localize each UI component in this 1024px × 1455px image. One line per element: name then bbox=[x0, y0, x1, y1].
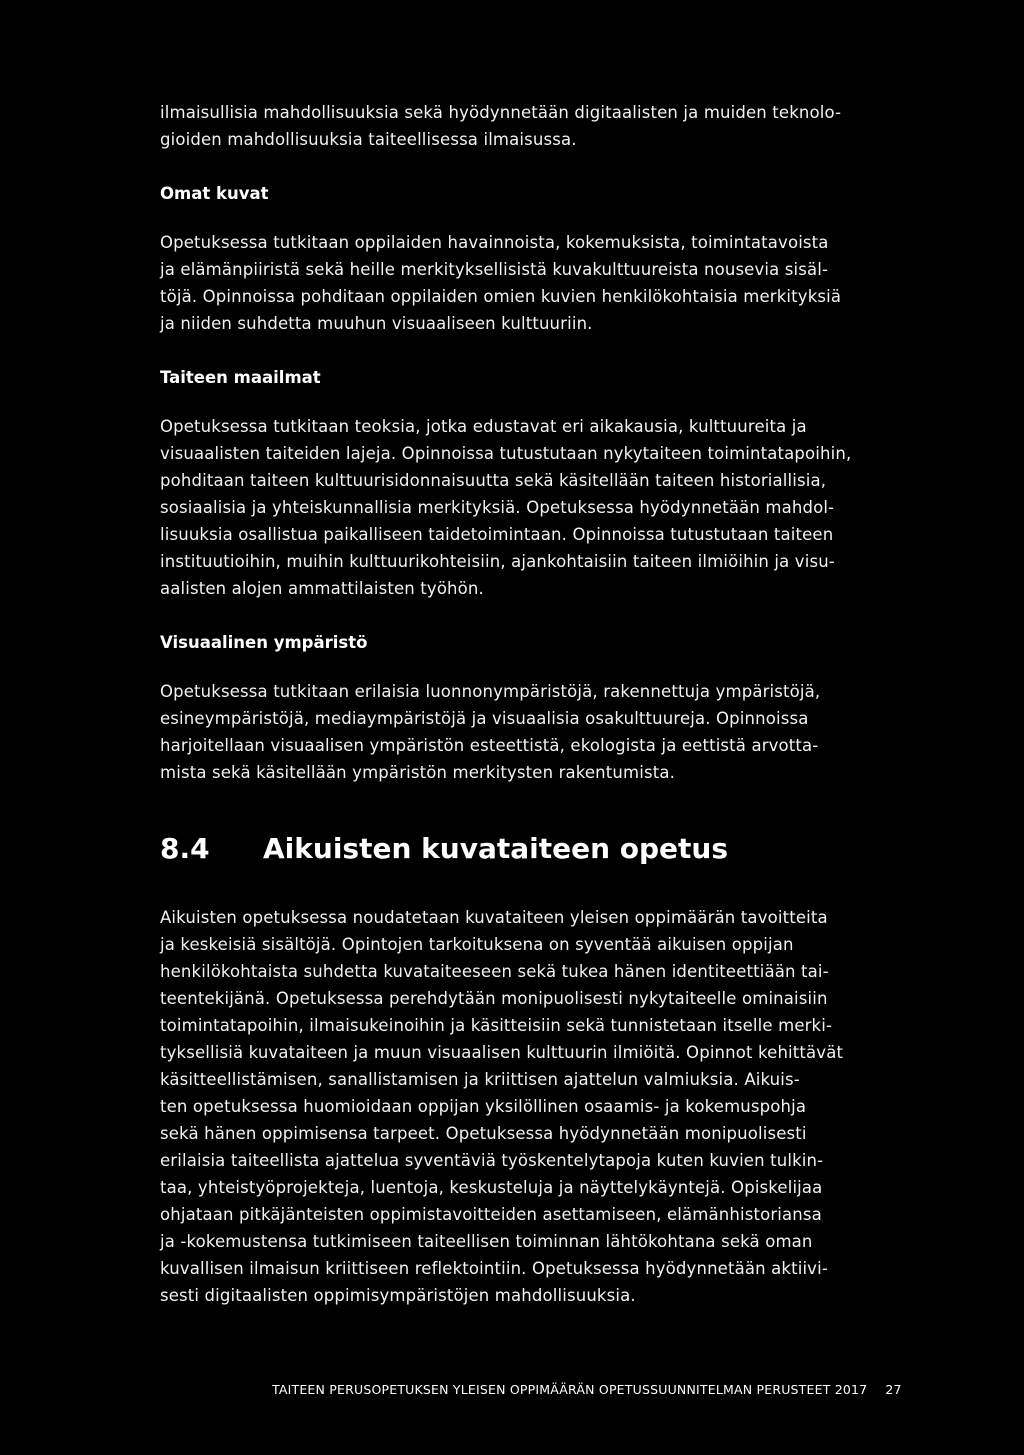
text-line: ja elämänpiiristä sekä heille merkityksellisistä kuvakulttuureista nousevia sisäl- bbox=[160, 260, 829, 279]
text-line: tyksellisiä kuvataiteen ja muun visuaalisen kulttuurin ilmiöitä. Opinnot kehittävät bbox=[160, 1043, 844, 1062]
text-line: kuvallisen ilmaisun kriittiseen reflektointiin. Opetuksessa hyödynnetään aktiivi- bbox=[160, 1259, 828, 1278]
intro-paragraph bbox=[160, 99, 900, 153]
text-line: toimintatapoihin, ilmaisukeinoihin ja käsitteisiin sekä tunnistetaan itselle merki- bbox=[160, 1016, 833, 1035]
text-line: sekä hänen oppimisensa tarpeet. Opetuksessa hyödynnetään monipuolisesti bbox=[160, 1124, 807, 1143]
text-line: henkilökohtaista suhdetta kuvataiteeseen sekä tukea hänen identiteettiään tai- bbox=[160, 962, 829, 981]
text-line: lisuuksia osallistua paikalliseen taidetoimintaan. Opinnoissa tutustutaan taiteen bbox=[160, 525, 834, 544]
text-line: ja niiden suhdetta muuhun visuaaliseen kulttuuriin. bbox=[160, 314, 593, 333]
paragraph-taiteen-maailmat bbox=[160, 413, 900, 602]
text-line: ja keskeisiä sisältöjä. Opintojen tarkoituksena on syventää aikuisen oppijan bbox=[160, 935, 794, 954]
text-line: sesti digitaalisten oppimisympäristöjen mahdollisuuksia. bbox=[160, 1286, 636, 1305]
chapter-number: 8.4 bbox=[160, 832, 210, 865]
text-line: ilmaisullisia mahdollisuuksia sekä hyödynnetään digitaalisten ja muiden teknolo- bbox=[160, 103, 842, 122]
paragraph-omat-kuvat bbox=[160, 229, 900, 337]
text-line: aalisten alojen ammattilaisten työhön. bbox=[160, 579, 484, 598]
page-number: 27 bbox=[885, 1382, 902, 1397]
heading-taiteen-maailmat: Taiteen maailmat bbox=[160, 368, 321, 387]
chapter-title-text: Aikuisten kuvataiteen opetus bbox=[263, 832, 729, 865]
text-line: taa, yhteistyöprojekteja, luentoja, keskusteluja ja näyttelykäyntejä. Opiskelijaa bbox=[160, 1178, 823, 1197]
text-line: erilaisia taiteellista ajattelua syventäviä työskentelytapoja kuten kuvien tulkin- bbox=[160, 1151, 824, 1170]
chapter-title bbox=[160, 832, 900, 866]
text-line: gioiden mahdollisuuksia taiteellisessa ilmaisussa. bbox=[160, 130, 577, 149]
text-line: ten opetuksessa huomioidaan oppijan yksilöllinen osaamis- ja kokemuspohja bbox=[160, 1097, 807, 1116]
text-line: harjoitellaan visuaalisen ympäristön esteettistä, ekologista ja eettistä arvotta- bbox=[160, 736, 819, 755]
text-line: pohditaan taiteen kulttuurisidonnaisuutta sekä käsitellään taiteen historiallisia, bbox=[160, 471, 827, 490]
text-line: Opetuksessa tutkitaan oppilaiden havainnoista, kokemuksista, toimintatavoista bbox=[160, 233, 829, 252]
text-line: esineympäristöjä, mediaympäristöjä ja visuaalisia osakulttuureja. Opinnoissa bbox=[160, 709, 809, 728]
heading-omat-kuvat: Omat kuvat bbox=[160, 184, 269, 203]
text-line: töjä. Opinnoissa pohditaan oppilaiden omien kuvien henkilökohtaisia merkityksiä bbox=[160, 287, 842, 306]
text-line: ohjataan pitkäjänteisten oppimistavoitteiden asettamiseen, elämänhistoriansa bbox=[160, 1205, 822, 1224]
heading-visuaalinen-ymparisto: Visuaalinen ympäristö bbox=[160, 633, 368, 652]
text-line: Opetuksessa tutkitaan erilaisia luonnonympäristöjä, rakennettuja ympäristöjä, bbox=[160, 682, 821, 701]
text-line: käsitteellistämisen, sanallistamisen ja kriittisen ajattelun valmiuksia. Aikuis- bbox=[160, 1070, 800, 1089]
page-content bbox=[160, 99, 900, 1309]
paragraph-aikuisten-opetus bbox=[160, 904, 900, 1309]
text-line: Opetuksessa tutkitaan teoksia, jotka edustavat eri aikakausia, kulttuureita ja bbox=[160, 417, 807, 436]
text-line: visuaalisten taiteiden lajeja. Opinnoissa tutustutaan nykytaiteen toimintatapoihin, bbox=[160, 444, 852, 463]
text-line: ja -kokemustensa tutkimiseen taiteellisen toiminnan lähtökohtana sekä oman bbox=[160, 1232, 813, 1251]
paragraph-visuaalinen-ymparisto bbox=[160, 678, 900, 786]
text-line: Aikuisten opetuksessa noudatetaan kuvataiteen yleisen oppimäärän tavoitteita bbox=[160, 908, 828, 927]
text-line: instituutioihin, muihin kulttuurikohteisiin, ajankohtaisiin taiteen ilmiöihin ja visu- bbox=[160, 552, 835, 571]
text-line: sosiaalisia ja yhteiskunnallisia merkityksiä. Opetuksessa hyödynnetään mahdol- bbox=[160, 498, 835, 517]
text-line: teentekijänä. Opetuksessa perehdytään monipuolisesti nykytaiteelle ominaisiin bbox=[160, 989, 828, 1008]
page-footer bbox=[272, 1382, 902, 1397]
text-line: mista sekä käsitellään ympäristön merkitysten rakentumista. bbox=[160, 763, 675, 782]
footer-title: TAITEEN PERUSOPETUKSEN YLEISEN OPPIMÄÄRÄN OPETUSSUUNNITELMAN PERUSTEET 2017 bbox=[272, 1382, 868, 1397]
